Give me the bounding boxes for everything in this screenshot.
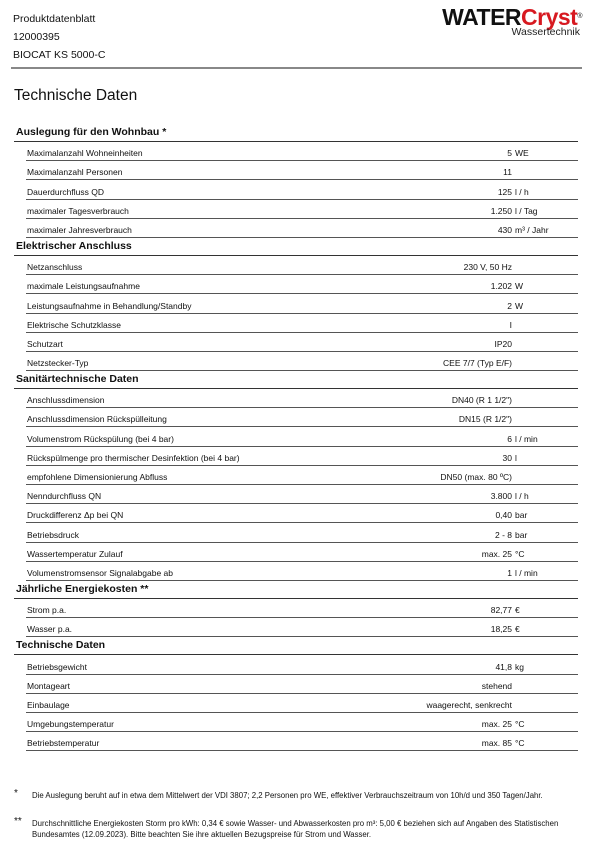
spec-row xyxy=(26,732,578,751)
spec-unit: l / min xyxy=(515,567,538,578)
spec-value: I xyxy=(509,319,512,330)
spec-row xyxy=(26,294,578,313)
footnote-text: Die Auslegung beruht auf in etwa dem Mittelwert der VDI 3807; 2,2 Personen pro WE, effektiver Verbrauchszeitraum von 10h/d und 350 Tagen/Jahr. xyxy=(32,791,543,800)
logo-subtitle: Wassertechnik xyxy=(511,26,580,38)
spec-unit: l / min xyxy=(515,433,538,444)
spec-value: IP20 xyxy=(494,338,512,349)
logo-registered-mark: ® xyxy=(577,13,582,20)
spec-unit: bar xyxy=(515,510,528,521)
spec-value: DN15 (R 1/2") xyxy=(458,414,512,425)
document-header xyxy=(13,10,105,64)
spec-row xyxy=(26,161,578,180)
footnote-2 xyxy=(14,818,578,840)
spec-row xyxy=(26,618,578,637)
spec-value: 82,77 xyxy=(490,605,512,616)
logo-word-water: WATER xyxy=(442,4,522,30)
spec-label: Maximalanzahl Wohneinheiten xyxy=(27,148,143,159)
spec-value: max. 25 xyxy=(481,719,512,730)
header-divider xyxy=(11,67,582,69)
spec-row xyxy=(26,599,578,618)
page-title: Technische Daten xyxy=(14,87,138,104)
spec-unit: WE xyxy=(515,148,529,159)
spec-value: 1.202 xyxy=(490,281,512,292)
header-product-name: BIOCAT KS 5000-C xyxy=(13,49,106,61)
spec-label: Betriebstemperatur xyxy=(27,738,100,749)
spec-value: 30 xyxy=(502,452,512,463)
spec-row xyxy=(26,713,578,732)
spec-label: Netzanschluss xyxy=(27,262,83,273)
spec-unit: W xyxy=(515,281,524,292)
spec-label: Einbaulage xyxy=(27,699,70,710)
spec-label: Elektrische Schutzklasse xyxy=(27,319,122,330)
spec-label: Rückspülmenge pro thermischer Desinfektion (bei 4 bar) xyxy=(27,452,240,463)
header-doc-type: Produktdatenblatt xyxy=(13,13,96,25)
spec-value: 1.250 xyxy=(490,205,512,216)
spec-value: DN50 (max. 80 ºC) xyxy=(440,472,512,482)
spec-label: Anschlussdimension xyxy=(27,395,105,406)
spec-label: maximaler Tagesverbrauch xyxy=(27,205,129,216)
spec-label: Netzstecker-Typ xyxy=(27,358,89,369)
spec-unit: l / h xyxy=(515,491,529,502)
spec-row xyxy=(26,485,578,504)
spec-value: 18,25 xyxy=(490,624,512,635)
spec-row xyxy=(26,180,578,199)
spec-value: CEE 7/7 (Typ E/F) xyxy=(443,358,512,369)
spec-label: Montageart xyxy=(27,680,70,691)
spec-label: Nenndurchfluss QN xyxy=(27,491,102,502)
spec-unit: °C xyxy=(515,738,525,749)
spec-value: stehend xyxy=(481,680,512,691)
spec-row xyxy=(26,427,578,446)
spec-value: 430 xyxy=(497,224,512,235)
spec-row xyxy=(26,219,578,238)
spec-unit: € xyxy=(515,605,520,616)
spec-unit: bar xyxy=(515,529,528,540)
spec-label: Dauerdurchfluss QD xyxy=(27,186,105,197)
spec-label: Strom p.a. xyxy=(27,605,67,616)
spec-row xyxy=(26,408,578,427)
spec-row xyxy=(26,142,578,161)
footnote-marker: ** xyxy=(14,816,22,827)
spec-unit: l xyxy=(515,452,517,463)
spec-unit: m³ / Jahr xyxy=(515,224,549,235)
section-heading: Auslegung für den Wohnbau * xyxy=(14,124,578,142)
spec-unit: °C xyxy=(515,719,525,730)
spec-unit: l / h xyxy=(515,186,529,197)
spec-label: Schutzart xyxy=(27,338,63,349)
spec-value: 3.800 xyxy=(490,491,512,502)
spec-unit: l / Tag xyxy=(515,205,538,216)
spec-value: 11 xyxy=(503,167,512,178)
spec-value: 2 xyxy=(507,300,512,311)
spec-value: 0,40 xyxy=(495,510,512,521)
spec-row xyxy=(26,694,578,713)
spec-value: 230 V, 50 Hz xyxy=(463,262,512,273)
spec-label: empfohlene Dimensionierung Abfluss xyxy=(27,472,168,482)
spec-label: Leistungsaufnahme in Behandlung/Standby xyxy=(27,300,192,311)
company-logo xyxy=(442,4,582,38)
spec-value: max. 25 xyxy=(481,548,512,559)
spec-label: Betriebsgewicht xyxy=(27,661,88,672)
logo-word-cryst: Cryst xyxy=(521,4,578,30)
spec-label: Volumenstromsensor Signalabgabe ab xyxy=(27,567,174,578)
spec-label: Anschlussdimension Rückspülleitung xyxy=(27,414,167,425)
spec-row xyxy=(26,466,578,485)
spec-value: 2 - 8 xyxy=(494,529,512,540)
spec-row xyxy=(26,543,578,562)
spec-label: Volumenstrom Rückspülung (bei 4 bar) xyxy=(27,433,174,444)
footnote-marker: * xyxy=(14,788,18,799)
spec-row xyxy=(26,523,578,542)
spec-row xyxy=(26,447,578,466)
spec-label: maximale Leistungsaufnahme xyxy=(27,281,140,292)
spec-value: 41,8 xyxy=(495,661,512,672)
spec-row xyxy=(26,200,578,219)
footnote-1 xyxy=(14,790,578,801)
spec-label: Wasser p.a. xyxy=(27,624,73,635)
spec-table xyxy=(14,124,578,751)
section-heading: Sanitärtechnische Daten xyxy=(14,371,578,389)
footnote-text: Durchschnittliche Energiekosten Storm pro kWh: 0,34 € sowie Wasser- und Abwasserkosten pro m³: 5,00 € beziehen sich auf Angaben des Statistischen Bundesamtes (12.09.2023). Bitte beachten Sie ihre aktuellen Bezugspreise für Strom und Wasser. xyxy=(32,819,559,839)
section-heading: Jährliche Energiekosten ** xyxy=(14,581,578,599)
spec-unit: W xyxy=(515,300,524,311)
spec-label: Betriebsdruck xyxy=(27,529,79,540)
spec-row xyxy=(26,562,578,581)
header-article-number: 12000395 xyxy=(13,31,60,43)
spec-value: DN40 (R 1 1/2") xyxy=(451,395,512,406)
spec-row xyxy=(26,256,578,275)
spec-label: Druckdifferenz Δp bei QN xyxy=(27,510,124,521)
spec-value: 5 xyxy=(507,148,512,159)
spec-row xyxy=(26,675,578,694)
spec-unit: € xyxy=(515,624,520,635)
spec-value: 6 xyxy=(507,433,512,444)
spec-row xyxy=(26,314,578,333)
spec-row xyxy=(26,389,578,408)
spec-value: waagerecht, senkrecht xyxy=(426,699,512,710)
spec-label: Wassertemperatur Zulauf xyxy=(27,548,123,559)
spec-row xyxy=(26,504,578,523)
spec-row xyxy=(26,275,578,294)
spec-value: 125 xyxy=(497,186,512,197)
spec-row xyxy=(26,333,578,352)
spec-unit: kg xyxy=(515,661,524,672)
spec-row xyxy=(26,655,578,674)
spec-label: Maximalanzahl Personen xyxy=(27,167,123,178)
spec-row xyxy=(26,352,578,371)
section-heading: Technische Daten xyxy=(14,637,578,655)
spec-value: max. 85 xyxy=(481,738,512,749)
spec-unit: °C xyxy=(515,548,525,559)
section-heading: Elektrischer Anschluss xyxy=(14,238,578,256)
spec-value: 1 xyxy=(507,567,512,578)
spec-label: Umgebungstemperatur xyxy=(27,719,114,730)
spec-label: maximaler Jahresverbrauch xyxy=(27,224,132,235)
